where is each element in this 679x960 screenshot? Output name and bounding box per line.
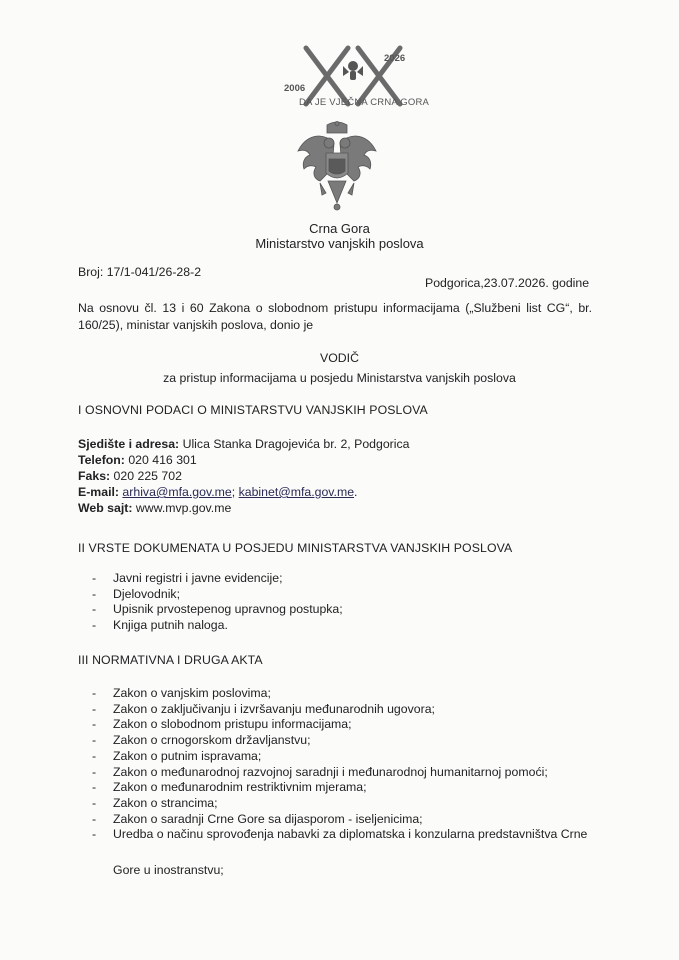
bullet-dash: - xyxy=(92,795,97,810)
phone-line xyxy=(78,452,197,468)
web-label: Web sajt: xyxy=(78,501,133,515)
email-separator: ; xyxy=(231,485,239,499)
email-end: . xyxy=(354,485,358,499)
list-item-text: Zakon o putnim ispravama; xyxy=(113,748,262,763)
fax-line xyxy=(78,468,182,484)
section-2-heading: II VRSTE DOKUMENATA U POSJEDU MINISTARSTVA VANJSKIH POSLOVA xyxy=(78,541,513,555)
fax-value: 020 225 702 xyxy=(110,469,182,483)
web-value: www.mvp.gov.me xyxy=(132,501,232,515)
bullet-dash: - xyxy=(92,686,97,700)
intro-paragraph: Na osnovu čl. 13 i 60 Zakona o slobodnom pristupu informacijama („Službeni list CG“, br. 160/25), ministar vanjskih poslova, donio je xyxy=(78,301,592,332)
list-item-text: Djelovodnik; xyxy=(113,586,180,601)
list-item-text: Zakon o međunarodnim restriktivnim mjerama; xyxy=(113,780,367,795)
email-line xyxy=(78,484,357,500)
logo-year-start: 2006 xyxy=(284,83,306,94)
bullet-dash: - xyxy=(92,571,97,585)
address-line xyxy=(78,436,410,452)
email-link-kabinet[interactable]: kabinet@mfa.gov.me xyxy=(238,485,355,499)
coat-of-arms-icon xyxy=(296,121,378,213)
bullet-dash: - xyxy=(92,602,97,617)
phone-label: Telefon: xyxy=(78,453,125,467)
list-item-text: Zakon o zaključivanju i izvršavanju međunarodnih ugovora; xyxy=(113,701,435,716)
logo-tagline: DA JE VJEČNA CRNA GORA xyxy=(299,97,430,108)
list-item-text: Zakon o vanjskim poslovima; xyxy=(113,686,271,700)
address-value: Ulica Stanka Dragojevića br. 2, Podgorica xyxy=(179,437,410,451)
list-item-continuation: Gore u inostranstvu; xyxy=(113,863,224,877)
section-3-heading: III NORMATIVNA I DRUGA AKTA xyxy=(78,653,263,667)
bullet-dash: - xyxy=(92,733,97,748)
header-country: Crna Gora xyxy=(309,221,370,236)
bullet-dash: - xyxy=(92,701,97,716)
bullet-dash: - xyxy=(92,748,97,763)
document-title: VODIČ xyxy=(320,351,359,365)
email-label: E-mail: xyxy=(78,485,119,499)
place-date: Podgorica,23.07.2026. godine xyxy=(425,276,590,290)
list-item-text: Knjiga putnih naloga. xyxy=(113,618,228,633)
bullet-dash: - xyxy=(92,811,97,826)
list-item-text: Zakon o međunarodnoj razvojnoj saradnji i međunarodnoj humanitarnoj pomoći; xyxy=(113,764,548,779)
phone-value: 020 416 301 xyxy=(124,453,197,467)
bullet-dash: - xyxy=(92,618,97,633)
logo-year-end: 2026 xyxy=(384,53,406,64)
bullet-dash: - xyxy=(92,780,97,795)
list-item-text: Upisnik prvostepenog upravnog postupka; xyxy=(113,602,343,617)
fax-label: Faks: xyxy=(78,469,111,483)
list-item-text: Zakon o crnogorskom državljanstvu; xyxy=(113,733,311,748)
list-item-text: Uredba o načinu sprovođenja nabavki za diplomatska i konzularna predstavništva Crne xyxy=(113,827,588,842)
web-line xyxy=(78,500,231,516)
address-label: Sjedište i adresa: xyxy=(78,437,180,451)
document-number: Broj: 17/1-041/26-28-2 xyxy=(78,265,202,279)
bullet-dash: - xyxy=(92,717,97,732)
bullet-dash: - xyxy=(92,764,97,779)
bullet-dash: - xyxy=(92,827,97,842)
section-1-heading: I OSNOVNI PODACI O MINISTARSTVU VANJSKIH POSLOVA xyxy=(78,403,428,417)
list-item-text: Zakon o strancima; xyxy=(113,795,218,810)
email-link-arhiva[interactable]: arhiva@mfa.gov.me xyxy=(122,485,232,499)
list-item-text: Zakon o saradnji Crne Gore sa dijasporom - iseljenicima; xyxy=(113,811,423,826)
bullet-dash: - xyxy=(92,586,97,601)
list-item-text: Javni registri i javne evidencije; xyxy=(113,571,283,585)
header-ministry: Ministarstvo vanjskih poslova xyxy=(255,236,424,251)
document-subtitle: za pristup informacijama u posjedu Ministarstva vanjskih poslova xyxy=(163,371,516,385)
list-item-text: Zakon o slobodnom pristupu informacijama; xyxy=(113,717,352,732)
